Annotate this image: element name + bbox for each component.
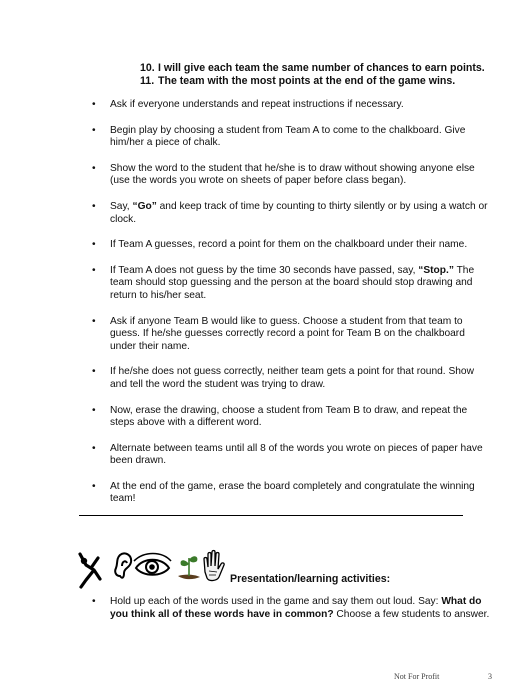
text-run: If Team A guesses, record a point for them on the chalkboard under their name. (110, 239, 468, 251)
bullet-dot: • (92, 162, 96, 174)
learning-modality-icons (78, 546, 226, 590)
text-run: If he/she does not guess correctly, neither team gets a point for that round. Show and tell the word the student was trying to draw. (110, 366, 474, 390)
bold-text: What do you think all of these words have in common? (110, 596, 482, 620)
numbered-item-11 (140, 75, 510, 88)
bullet-item (92, 201, 492, 226)
ear-icon (115, 553, 131, 577)
text-run: Show the word to the student that he/she is to draw without showing anyone else (use the words you wrote on sheets of paper before class began). (110, 162, 475, 187)
bullet-dot: • (92, 124, 96, 136)
bold-text: “Go” (132, 200, 157, 212)
bullet-text (110, 99, 492, 112)
bullet-text (110, 481, 492, 506)
bullet-item (92, 99, 492, 112)
page-footer (394, 672, 492, 681)
bullet-item (92, 596, 492, 621)
bullet-item (92, 443, 492, 468)
text-run: At the end of the game, erase the board completely and congratulate the winning team! (110, 480, 475, 505)
bullet-text (110, 265, 492, 303)
item-number: 11. (140, 75, 155, 87)
bullet-dot: • (92, 442, 96, 454)
text-run: Hold up each of the words used in the game and say them out loud. Say: (110, 596, 442, 607)
text-run: Choose a few students to answer. (333, 608, 490, 620)
bullet-text (110, 405, 492, 430)
section-heading: Presentation/learning activities: (230, 573, 391, 585)
bullet-dot: • (92, 99, 96, 110)
bullet-item (92, 125, 492, 150)
bullet-item (92, 481, 492, 506)
text-run: If Team A does not guess by the time 30 seconds have passed, say, (110, 264, 419, 276)
bullet-text (110, 596, 492, 621)
item-text: I will give each team the same number of chances to earn points. (158, 62, 485, 74)
text-run: Begin play by choosing a student from Team A to come to the chalkboard. Give him/her a piece of chalk. (110, 124, 466, 149)
bullet-dot: • (92, 404, 96, 416)
bullet-text (110, 239, 492, 252)
item-text: The team with the most points at the end of the game wins. (158, 75, 456, 87)
bullet-text (110, 201, 492, 226)
activity-bullet-list (92, 596, 492, 634)
stretching-figure-icon (80, 554, 100, 587)
bullet-text (110, 366, 492, 391)
text-run: Say, (110, 200, 133, 212)
bullet-dot: • (92, 264, 96, 276)
sprout-icon (178, 556, 200, 579)
horizontal-divider (79, 515, 463, 516)
bullet-item (92, 163, 492, 188)
bullet-item (92, 405, 492, 430)
bullet-item (92, 265, 492, 303)
bullet-text (110, 125, 492, 150)
numbered-list (140, 62, 510, 88)
item-number: 10. (140, 62, 155, 74)
hand-icon (204, 551, 224, 581)
bullet-dot: • (92, 480, 96, 492)
page-number: 3 (488, 672, 492, 681)
bullet-dot: • (92, 239, 96, 251)
bullet-text (110, 316, 492, 354)
text-run: Ask if everyone understands and repeat instructions if necessary. (110, 99, 404, 110)
text-run: Ask if anyone Team B would like to guess. Choose a student from that team to guess. If he/she guesses correctly record a point for Team B on the chalkboard under their name. (110, 315, 465, 352)
bullet-dot: • (92, 315, 96, 327)
bullet-item (92, 239, 492, 252)
numbered-item-10 (140, 62, 510, 75)
text-run: Now, erase the drawing, choose a student from Team B to draw, and repeat the steps above with a different word. (110, 404, 468, 429)
text-run: The team should stop guessing and the person at the board should stop drawing and return to his/her seat. (110, 264, 475, 301)
bullet-dot: • (92, 366, 96, 378)
instruction-bullet-list (92, 99, 492, 519)
footer-label: Not For Profit (394, 672, 440, 681)
bold-text: “Stop.” (418, 264, 454, 276)
bullet-text (110, 443, 492, 468)
bullet-text (110, 163, 492, 188)
bullet-item (92, 366, 492, 391)
text-run: and keep track of time by counting to thirty silently or by using a watch or clock. (110, 200, 488, 225)
eye-icon (134, 554, 171, 575)
bullet-dot: • (92, 200, 96, 212)
text-run: Alternate between teams until all 8 of the words you wrote on pieces of paper have been drawn. (110, 442, 483, 467)
bullet-item (92, 316, 492, 354)
bullet-dot: • (92, 596, 96, 607)
